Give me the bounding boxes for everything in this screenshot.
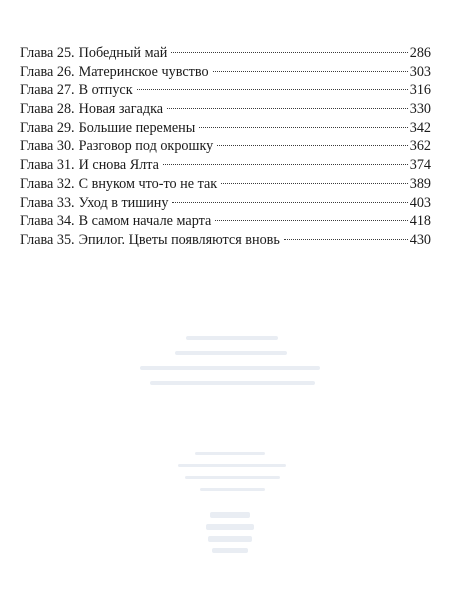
toc-chapter-number: Глава 29. [20,119,75,136]
toc-entry [20,119,431,138]
toc-chapter-number: Глава 33. [20,194,75,211]
toc-page-number: 430 [409,231,431,248]
toc-page-number: 418 [409,213,431,230]
toc-chapter-title: Большие перемены [78,119,196,136]
toc-page-number: 330 [409,101,431,118]
toc-chapter-title: Новая загадка [78,101,164,118]
toc-dot-leader [215,220,407,221]
toc-entry [20,212,431,231]
toc-entry [20,156,431,175]
table-of-contents [20,44,431,250]
toc-dot-leader [137,89,408,90]
toc-chapter-title: В самом начале марта [78,213,212,230]
toc-entry [20,137,431,156]
toc-page-number: 362 [409,138,431,155]
toc-dot-leader [221,183,408,184]
toc-dot-leader [284,239,408,240]
toc-dot-leader [217,145,407,146]
toc-chapter-title: В отпуск [78,82,133,99]
toc-entry [20,63,431,82]
toc-page-number: 342 [409,119,431,136]
toc-chapter-title: С внуком что-то не так [78,175,218,192]
toc-chapter-title: Разговор под окрошку [78,138,214,155]
toc-chapter-number: Глава 35. [20,231,75,248]
toc-entry [20,194,431,213]
toc-page-number: 286 [409,45,431,61]
toc-entry [20,175,431,194]
toc-chapter-title: Победный май [78,45,168,61]
toc-chapter-number: Глава 31. [20,157,75,174]
toc-chapter-number: Глава 25. [20,45,75,61]
toc-dot-leader [171,52,407,53]
toc-dot-leader [167,108,408,109]
toc-chapter-title: И снова Ялта [78,157,159,174]
toc-dot-leader [172,202,407,203]
toc-entry [20,81,431,100]
toc-chapter-title: Эпилог. Цветы появляются вновь [78,231,280,248]
toc-entry [20,44,431,63]
toc-page-number: 403 [409,194,431,211]
toc-dot-leader [163,164,408,165]
toc-page-number: 316 [409,82,431,99]
toc-chapter-number: Глава 27. [20,82,75,99]
toc-chapter-number: Глава 26. [20,63,75,80]
toc-chapter-number: Глава 32. [20,175,75,192]
toc-dot-leader [199,127,407,128]
toc-chapter-number: Глава 30. [20,138,75,155]
toc-entry [20,100,431,119]
toc-page-number: 389 [409,175,431,192]
toc-chapter-number: Глава 34. [20,213,75,230]
toc-chapter-title: Уход в тишину [78,194,169,211]
toc-dot-leader [213,71,408,72]
toc-page-number: 303 [409,63,431,80]
toc-entry [20,231,431,250]
toc-page-number: 374 [409,157,431,174]
toc-chapter-title: Материнское чувство [78,63,209,80]
toc-chapter-number: Глава 28. [20,101,75,118]
